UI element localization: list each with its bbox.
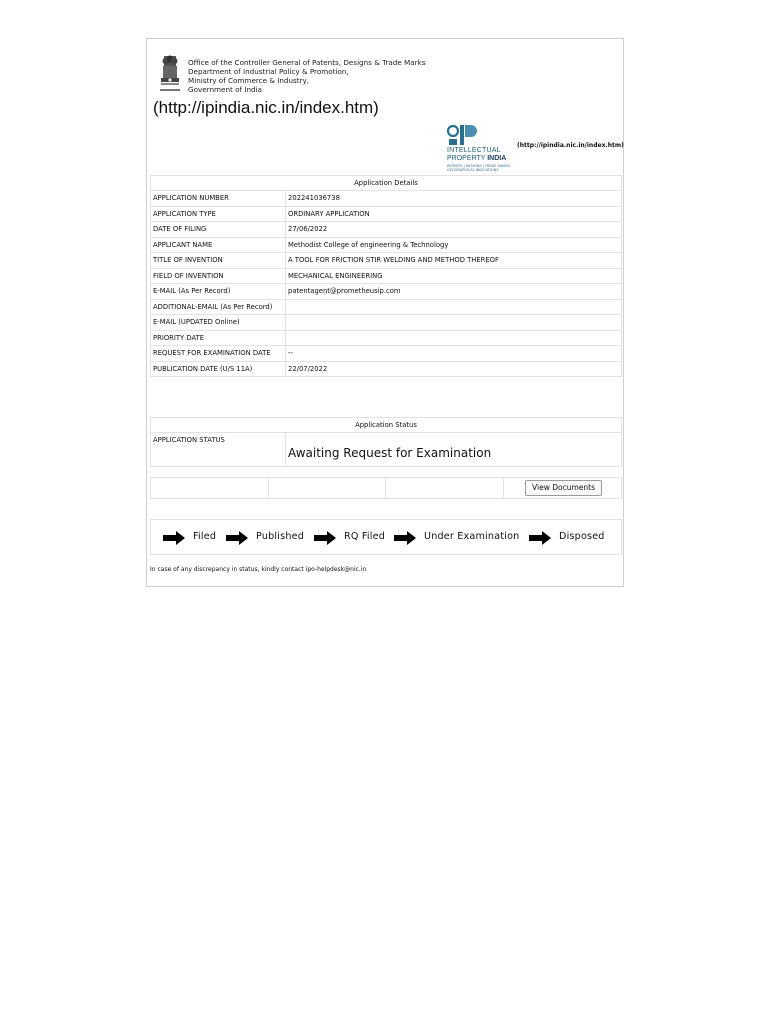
docbar-cell bbox=[269, 478, 387, 498]
table-row bbox=[151, 237, 622, 253]
row-label: APPLICANT NAME bbox=[151, 237, 286, 253]
row-value: A TOOL FOR FRICTION STIR WELDING AND METHOD THEREOF bbox=[286, 253, 622, 269]
arrow-right-icon bbox=[394, 531, 416, 545]
flow-step-disposed: Disposed bbox=[559, 531, 605, 542]
status-label: APPLICATION STATUS bbox=[151, 433, 286, 467]
office-header bbox=[155, 53, 615, 99]
status-flow bbox=[150, 519, 622, 555]
table-row bbox=[151, 191, 622, 207]
office-line: Government of India bbox=[188, 85, 262, 94]
office-name-block bbox=[188, 58, 426, 94]
table-row bbox=[151, 206, 622, 222]
arrow-right-icon bbox=[314, 531, 336, 545]
flow-step-rq-filed: RQ Filed bbox=[344, 531, 386, 542]
row-value bbox=[286, 299, 622, 315]
docbar-cell bbox=[504, 478, 622, 498]
table-row bbox=[151, 299, 622, 315]
status-value: Awaiting Request for Examination bbox=[286, 433, 622, 467]
row-label: DATE OF FILING bbox=[151, 222, 286, 238]
row-label: REQUEST FOR EXAMINATION DATE bbox=[151, 346, 286, 362]
row-label: E-MAIL (As Per Record) bbox=[151, 284, 286, 300]
docbar-cell bbox=[151, 478, 269, 498]
table-row bbox=[151, 268, 622, 284]
row-label: APPLICATION TYPE bbox=[151, 206, 286, 222]
row-label: APPLICATION NUMBER bbox=[151, 191, 286, 207]
row-value: 27/06/2022 bbox=[286, 222, 622, 238]
table-row bbox=[151, 253, 622, 269]
row-value bbox=[286, 330, 622, 346]
details-title: Application Details bbox=[151, 176, 622, 191]
row-value: ORDINARY APPLICATION bbox=[286, 206, 622, 222]
ip-india-logo bbox=[447, 123, 517, 173]
row-value bbox=[286, 315, 622, 331]
row-value: MECHANICAL ENGINEERING bbox=[286, 268, 622, 284]
row-value: -- bbox=[286, 346, 622, 362]
arrow-right-icon bbox=[226, 531, 248, 545]
national-emblem-icon bbox=[155, 53, 185, 99]
office-line: Office of the Controller General of Patents, Designs & Trade Marks bbox=[188, 58, 426, 67]
flow-step-filed: Filed bbox=[193, 531, 217, 542]
docbar-cell bbox=[386, 478, 504, 498]
table-row bbox=[151, 315, 622, 331]
logo-subtitle: PATENTS | DESIGNS | TRADE MARKS GEOGRAPHICAL INDICATIONS bbox=[447, 164, 511, 172]
ipindia-main-link[interactable]: (http://ipindia.nic.in/index.htm) bbox=[153, 98, 379, 117]
ip-india-logo-icon bbox=[447, 123, 479, 147]
flow-step-under-examination: Under Examination bbox=[424, 531, 520, 542]
office-line: Department of Industrial Policy & Promotion, bbox=[188, 67, 349, 76]
arrow-right-icon bbox=[529, 531, 551, 545]
row-label: ADDITIONAL-EMAIL (As Per Record) bbox=[151, 299, 286, 315]
row-label: FIELD OF INVENTION bbox=[151, 268, 286, 284]
logo-word-property: PROPERTY bbox=[447, 155, 488, 162]
table-row bbox=[151, 433, 622, 467]
table-row bbox=[151, 361, 622, 377]
view-documents-button[interactable]: View Documents bbox=[525, 480, 602, 496]
row-label: TITLE OF INVENTION bbox=[151, 253, 286, 269]
row-label: PUBLICATION DATE (U/S 11A) bbox=[151, 361, 286, 377]
documents-bar bbox=[150, 477, 622, 499]
helpdesk-footnote: In case of any discrepancy in status, kindly contact ipo-helpdesk@nic.in bbox=[150, 566, 367, 573]
application-status-table bbox=[150, 417, 622, 467]
arrow-right-icon bbox=[163, 531, 185, 545]
row-label: E-MAIL (UPDATED Online) bbox=[151, 315, 286, 331]
logo-word-property-india bbox=[447, 155, 506, 162]
office-line: Ministry of Commerce & Industry, bbox=[188, 76, 310, 85]
status-title: Application Status bbox=[151, 418, 622, 433]
logo-word-intellectual: INTELLECTUAL bbox=[447, 147, 501, 154]
row-value: Methodist College of engineering & Technology bbox=[286, 237, 622, 253]
logo-word-india: INDIA bbox=[487, 155, 507, 162]
table-row bbox=[151, 346, 622, 362]
table-row bbox=[151, 284, 622, 300]
table-row bbox=[151, 330, 622, 346]
row-value: 22/07/2022 bbox=[286, 361, 622, 377]
application-status-page bbox=[146, 38, 624, 587]
table-row bbox=[151, 222, 622, 238]
application-details-table bbox=[150, 175, 622, 377]
flow-step-published: Published bbox=[256, 531, 304, 542]
row-value: 202241036738 bbox=[286, 191, 622, 207]
row-value: patentagent@prometheusip.com bbox=[286, 284, 622, 300]
ipindia-logo-link[interactable]: (http://ipindia.nic.in/index.htm) bbox=[517, 142, 624, 149]
row-label: PRIORITY DATE bbox=[151, 330, 286, 346]
